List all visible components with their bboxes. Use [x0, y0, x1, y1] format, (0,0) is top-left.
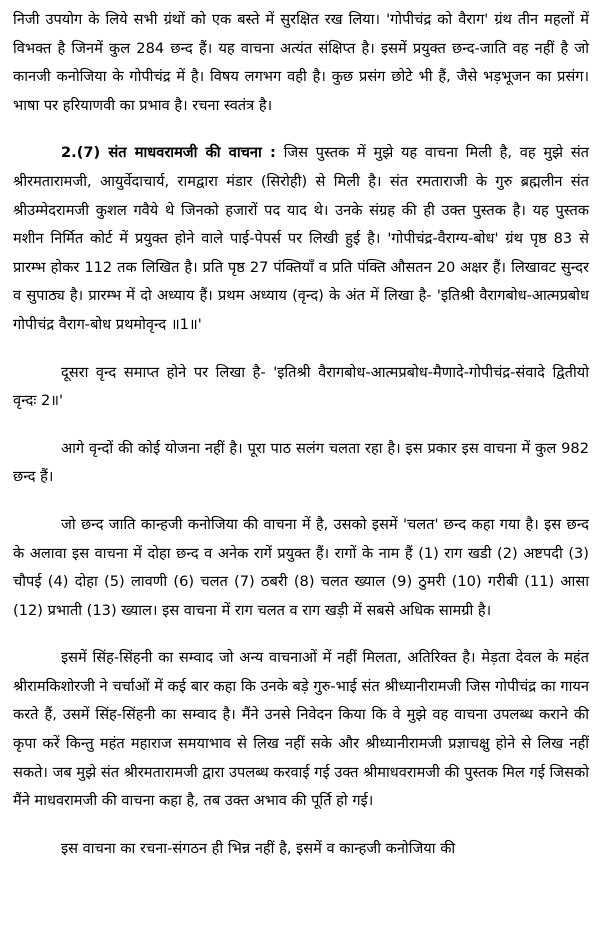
paragraph-chhand-count — [13, 435, 589, 492]
paragraph-text: आगे वृन्दों की कोई योजना नहीं है। पूरा पाठ सलंग चलता रहा है। इस प्रकार इस वाचना में कुल 982 छन्द हैं। — [13, 439, 589, 486]
document-page — [13, 6, 589, 882]
paragraph-text: दूसरा वृन्द समाप्त होने पर लिखा है- 'इतिश्री वैरागबोध-आत्मप्रबोध-मैणादे-गोपीचंद्र-संवादे द्वितीयो वृन्दः 2॥' — [13, 363, 589, 410]
paragraph-madhavram-vachana — [13, 139, 589, 339]
paragraph-raag-list — [13, 511, 589, 625]
paragraph-text: जिस पुस्तक में मुझे यह वाचना मिली है, वह मुझे संत श्रीरमतारामजी, आयुर्वेदाचार्य, रामद्वारा मंडार (सिरोही) से मिली है। संत रमताराजी के गुरु ब्रह्मलीन संत श्रीउम्मेदरामजी कुशल गवैये थे जिनको हजारों पद याद थे। उनके संग्रह की ही उक्त पुस्तक है। यह पुस्तक मशीन निर्मित कोर्ट में प्रयुक्त होने वाले पाई-पेपर्स पर लिखी हुई है। 'गोपीचंद्र-वैराग्य-बोध' ग्रंथ पृष्ठ 83 से प्रारम्भ होकर 112 तक लिखित है। प्रति पृष्ठ 27 पंक्तियाँ व प्रति पंक्ति औसतन 20 अक्षर हैं। लिखावट सुन्दर व सुपाठ्य है। प्रारम्भ में दो अध्याय हैं। प्रथम अध्याय (वृन्द) के अंत में लिखा है- 'इतिश्री वैरागबोध-आत्मप्रबोध गोपीचंद्र वैराग-बोध प्रथमोवृन्द ॥1॥' — [13, 144, 590, 333]
paragraph-text: इस वाचना का रचना-संगठन ही भिन्न नहीं है, इसमें व कान्हजी कनोजिया की — [61, 839, 456, 857]
paragraph-singh-singhni-samvad — [13, 644, 589, 816]
paragraph-rachna-sangathan — [13, 835, 589, 864]
paragraph-text: निजी उपयोग के लिये सभी ग्रंथों को एक बस्ते में सुरक्षित रख लिया। 'गोपीचंद्र को वैराग' ग्रंथ तीन महलों में विभक्त है जिनमें कुल 284 छन्द हैं। यह वाचना अत्यंत संक्षिप्त है। इसमें प्रयुक्त छन्द-जाति वह नहीं है जो कानजी कनोजिया के गोपीचंद्र में है। विषय लगभग वही है। कुछ प्रसंग छोटे भी हैं, जैसे भड़भूजन का प्रसंग। भाषा पर हरियाणवी का प्रभाव है। रचना स्वतंत्र है। — [13, 11, 589, 114]
paragraph-gopichandra-vairag — [13, 6, 589, 120]
paragraph-text: जो छन्द जाति कान्हजी कनोजिया की वाचना में है, उसको इसमें 'चलत' छन्द कहा गया है। इस छन्द के अलावा इस वाचना में दोहा छन्द व अनेक रागें प्रयुक्त हैं। रागों के नाम हैं (1) राग खडी (2) अष्टपदी (3) चौपई (4) दोहा (5) लावणी (6) चलत (7) ठबरी (8) चलत ख्याल (9) ठुमरी (10) गरीबी (11) आसा (12) प्रभाती (13) ख्याल। इस वाचना में राग चलत व राग खड़ी में सबसे अधिक सामग्री है। — [13, 515, 589, 619]
paragraph-second-vrind — [13, 359, 589, 416]
paragraph-text: इसमें सिंह-सिंहनी का सम्वाद जो अन्य वाचनाओं में नहीं मिलता, अतिरिक्त है। मेड़ता देवल के महंत श्रीरामकिशोरजी ने चर्चाओं में कई बार कहा कि उनके बड़े गुरु-भाई संत श्रीध्यानीरामजी जिस गोपीचंद्र का गायन करते हैं, उसमें सिंह-सिंहनी का सम्वाद है। मैंने उनसे निवेदन किया कि वे मुझे वह वाचना उपलब्ध कराने की कृपा करें किन्तु महंत महाराज समयाभाव से लिख नहीं सके और श्रीध्यानीरामजी प्रज्ञाचक्षु होने से लिख नहीं सकते। जब मुझे संत श्रीरमतारामजी द्वारा उपलब्ध करवाई गई उक्त श्रीमाधवरामजी की पुस्तक मिल गई जिसको मैंने माधवरामजी की वाचना कहा है, तब उक्त अभाव की पूर्ति हो गई। — [13, 649, 589, 810]
section-heading: 2.(7) संत माधवरामजी की वाचना : — [61, 144, 276, 162]
